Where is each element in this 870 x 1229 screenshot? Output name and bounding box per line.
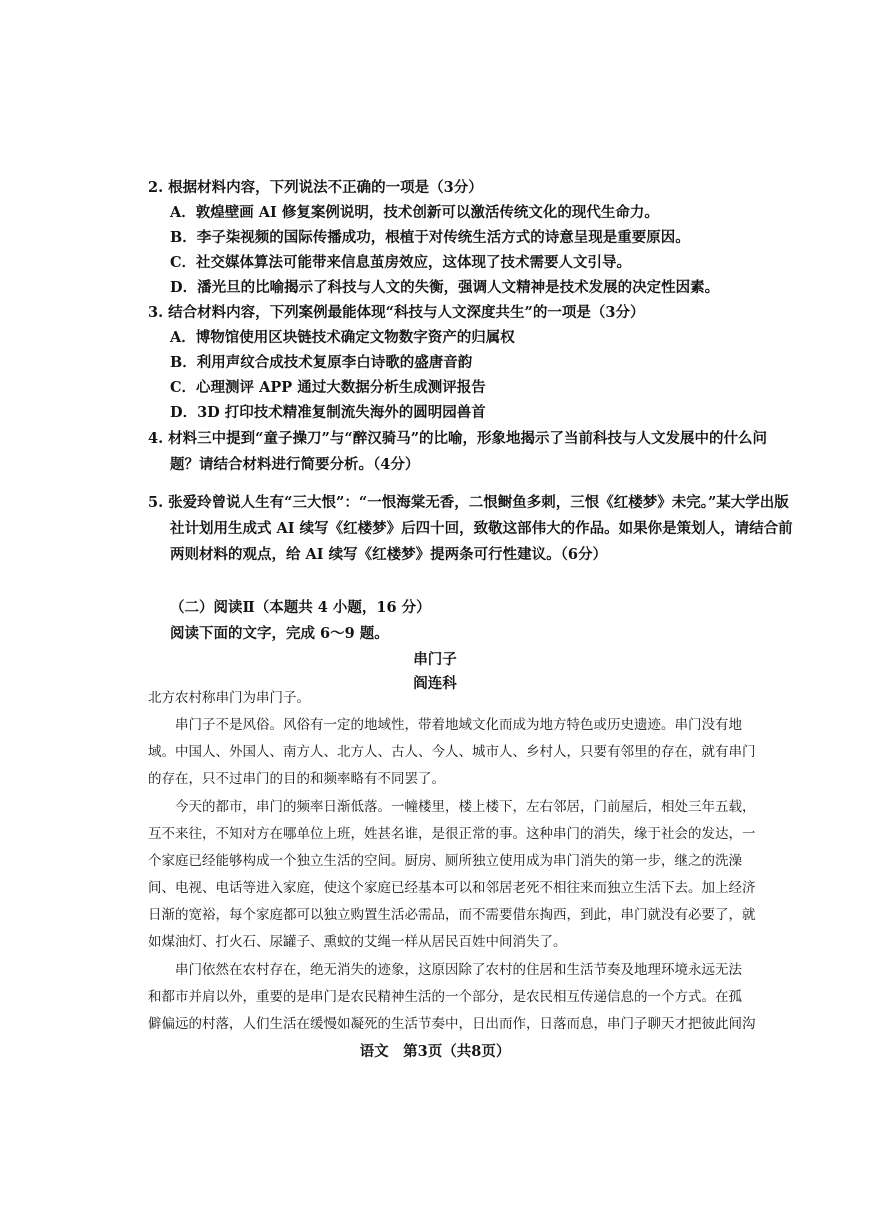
question-5-line-1: 5. 张爱玲曾说人生有“三大恨”：“一恨海棠无香，二恨鲥鱼多刺，三恨《红楼梦》未完。”某大学出版 [148, 494, 789, 511]
question-4-line-2: 题？请结合材料进行简要分析。（4分） [170, 456, 420, 473]
article-line: 今天的都市，串门的频率日渐低落。一幢楼里，楼上楼下，左右邻居，门前屋后，相处三年五载， [148, 799, 756, 815]
question-3-option-c: C．心理测评 APP 通过大数据分析生成测评报告 [170, 379, 486, 396]
article-line: 间、电视、电话等进入家庭，使这个家庭已经基本可以和邻居老死不相往来而独立生活下去。加上经济 [148, 880, 756, 896]
question-3-stem: 3. 结合材料内容，下列案例最能体现“科技与人文深度共生”的一项是（3分） [148, 304, 645, 321]
section-instruction: 阅读下面的文字，完成 6～9 题。 [170, 625, 389, 642]
article-line: 的存在，只不过串门的目的和频率略有不同罢了。 [148, 771, 445, 787]
article-line: 如煤油灯、打火石、尿罐子、熏蚊的艾绳一样从居民百姓中间消失了。 [148, 934, 567, 950]
question-2-stem: 2. 根据材料内容，下列说法不正确的一项是（3分） [148, 179, 483, 196]
page-footer: 语文 第3页（共8页） [359, 1043, 511, 1060]
article-line: 北方农村称串门为串门子。 [148, 690, 310, 706]
question-5-line-3: 两则材料的观点，给 AI 续写《红楼梦》提两条可行性建议。（6分） [170, 546, 607, 563]
question-5-line-2: 社计划用生成式 AI 续写《红楼梦》后四十回，致敬这部伟大的作品。如果你是策划人，请结合前 [170, 520, 793, 537]
article-line: 串门子不是风俗。风俗有一定的地域性，带着地域文化而成为地方特色或历史遗迹。串门没有地 [148, 717, 742, 733]
question-2-option-c: C．社交媒体算法可能带来信息茧房效应，这体现了技术需要人文引导。 [170, 254, 632, 271]
article-line: 串门依然在农村存在，绝无消失的迹象，这原因除了农村的住居和生活节奏及地理环境永远无法 [148, 962, 742, 978]
question-2-option-b: B．李子柒视频的国际传播成功，根植于对传统生活方式的诗意呈现是重要原因。 [170, 229, 690, 246]
article-line: 日渐的宽裕，每个家庭都可以独立购置生活必需品，而不需要借东掏西，到此，串门就没有必要了，就 [148, 907, 756, 923]
question-2-option-d: D．潘光旦的比喻揭示了科技与人文的失衡，强调人文精神是技术发展的决定性因素。 [170, 279, 720, 296]
article-line: 和都市并肩以外，重要的是串门是农民精神生活的一个部分，是农民相互传递信息的一个方式。在孤 [148, 989, 742, 1005]
article-line: 互不来往，不知对方在哪单位上班，姓甚名谁，是很正常的事。这种串门的消失，缘于社会的发达，一 [148, 826, 756, 842]
article-title: 串门子 [413, 651, 457, 668]
article-author: 阎连科 [413, 675, 457, 692]
article-line: 僻偏远的村落，人们生活在缓慢如凝死的生活节奏中，日出而作，日落而息，串门子聊天才把彼此间沟 [148, 1016, 756, 1032]
article-line: 域。中国人、外国人、南方人、北方人、古人、今人、城市人、乡村人，只要有邻里的存在，就有串门 [148, 744, 756, 760]
question-3-option-a: A．博物馆使用区块链技术确定文物数字资产的归属权 [170, 329, 515, 346]
section-heading: （二）阅读Ⅱ（本题共 4 小题，16 分） [170, 599, 431, 616]
question-3-option-b: B．利用声纹合成技术复原李白诗歌的盛唐音韵 [170, 354, 473, 371]
question-4-line-1: 4. 材料三中提到“童子操刀”与“醉汉骑马”的比喻，形象地揭示了当前科技与人文发展中的什么问 [148, 430, 768, 447]
question-3-option-d: D．3D 打印技术精准复制流失海外的圆明园兽首 [170, 404, 486, 421]
question-2-option-a: A．敦煌壁画 AI 修复案例说明，技术创新可以激活传统文化的现代生命力。 [170, 204, 659, 221]
article-line: 个家庭已经能够构成一个独立生活的空间。厨房、厕所独立使用成为串门消失的第一步，继之的洗澡 [148, 853, 742, 869]
